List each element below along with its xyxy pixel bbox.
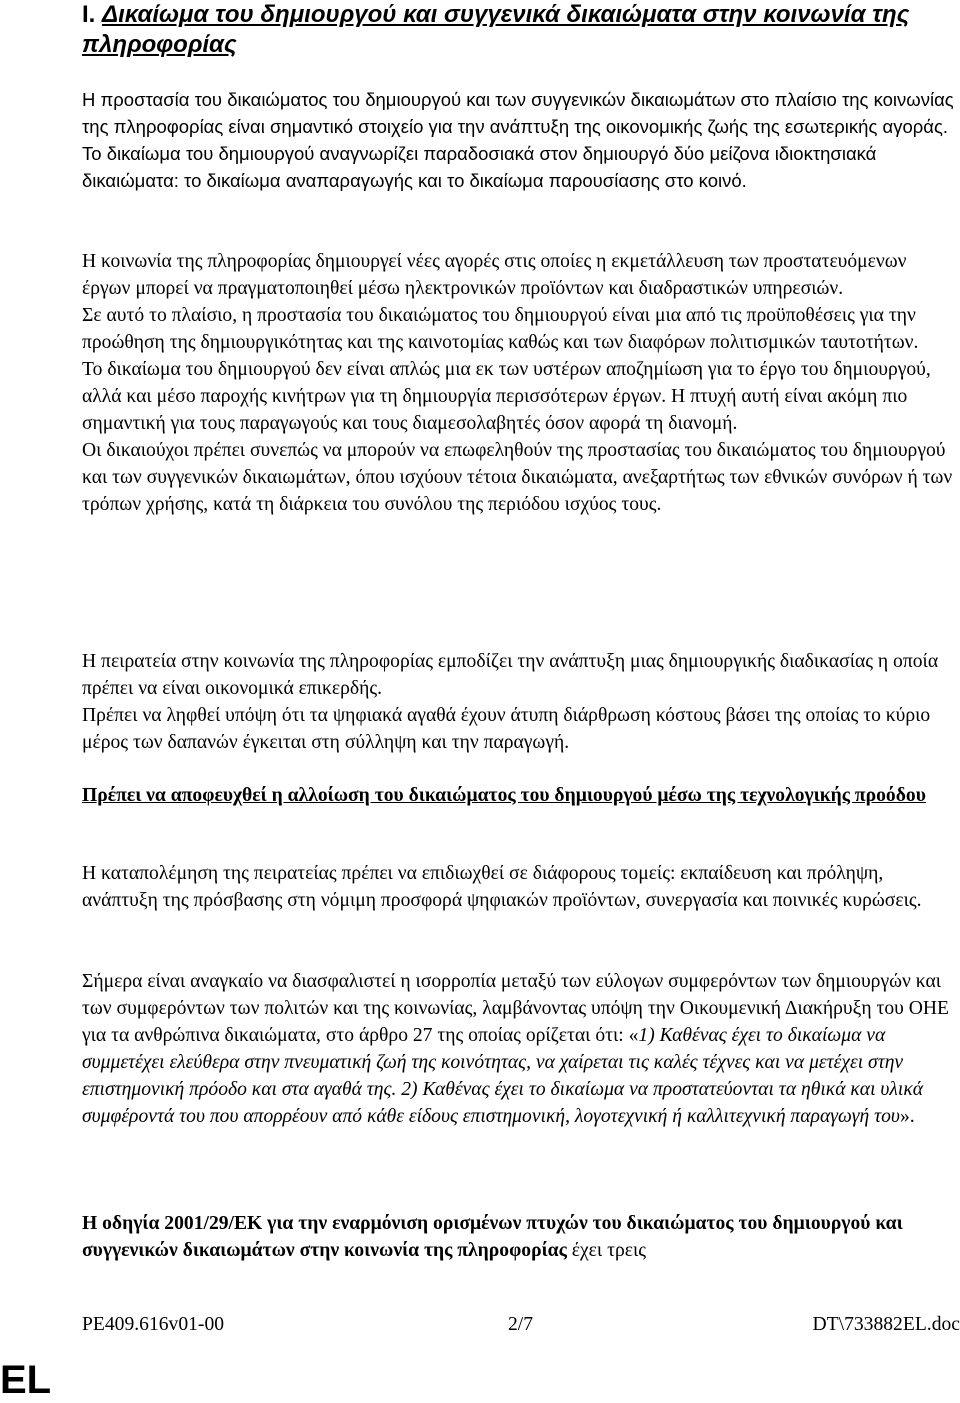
body-paragraph: Το δικαίωμα του δημιουργού δεν είναι απλώς μια εκ των υστέρων αποζημίωση για το έργο του δημιουργού, αλλά και μέσο παροχής κινήτρων για τη δημιουργία περισσότερων έργων. Η πτυχή αυτή είναι ακόμη πιο σημαντική για τους παραγωγούς και τους διαμεσολαβητές όσον αφορά τη διανομή. — [82, 359, 931, 434]
footer-file-name: DT\733882EL.doc — [812, 1314, 960, 1335]
fight-section — [82, 860, 958, 914]
balance-paragraph — [82, 968, 958, 1130]
piracy-paragraph: Πρέπει να ληφθεί υπόψη ότι τα ψηφιακά αγαθά έχουν άτυπη διάρθρωση κόστους βάσει της οποίας το κύριο μέρος των δαπανών έγκειται στη σύλληψη και την παραγωγή. — [82, 705, 931, 753]
body-paragraph: Η κοινωνία της πληροφορίας δημιουργεί νέες αγορές στις οποίες η εκμετάλλευση των προστατευόμενων έργων μπορεί να πραγματοποιηθεί μέσω ηλεκτρονικών προϊόντων και διαδραστικών υπηρεσιών. — [82, 251, 907, 299]
balance-lead: Σήμερα είναι αναγκαίο να διασφαλιστεί η ισορροπία μεταξύ των εύλογων συμφερόντων των δημιουργών και των συμφερόντων των πολιτών και της κοινωνίας, λαμβάνοντας υπόψη την Οικουμενική Διακήρυξη του ΟΗΕ για τα ανθρώπινα δικαιώματα, στο άρθρο 27 της οποίας ορίζεται ότι: « — [82, 971, 950, 1046]
page-footer — [82, 1311, 960, 1339]
body-paragraph: Οι δικαιούχοι πρέπει συνεπώς να μπορούν να επωφεληθούν της προστασίας του δικαιώματος του δημιουργού και των συγγενικών δικαιωμάτων, όπου ισχύουν τέτοια δικαιώματα, ανεξαρτήτως των εθνικών συνόρων ή των τρόπων χρήσης, κατά τη διάρκεια του συνόλου της περιόδου ισχύος τους. — [82, 440, 953, 515]
language-code: EL — [0, 1358, 52, 1402]
intro-paragraph: Η προστασία του δικαιώματος του δημιουργού και των συγγενικών δικαιωμάτων στο πλαίσιο της κοινωνίας της πληροφορίας είναι σημαντικό στοιχείο για την ανάπτυξη της οικονομικής ζωής της εσωτερικής αγοράς. — [82, 89, 954, 137]
intro-section — [82, 86, 954, 194]
article-27-quote: 1) Καθένας έχει το δικαίωμα να συμμετέχει ελεύθερα στην πνευματική ζωή της κοινότητας, να χαίρεται τις καλές τέχνες και να μετέχει στην επιστημονική πρόοδο και στα αγαθά της. 2) Καθένας έχει το δικαίωμα να προστατεύονται τα ηθικά και υλικά συμφέροντά του που απορρέουν από κάθε είδους επιστημονική, λογοτεχνική ή καλλιτεχνική παραγωγή του — [82, 1025, 924, 1127]
body-section — [82, 248, 958, 518]
footer-doc-ref: PE409.616v01-00 — [82, 1314, 225, 1335]
title-number: I. — [82, 1, 96, 28]
directive-rest: έχει τρεις — [566, 1240, 646, 1261]
page-title — [82, 0, 952, 60]
footer-page-number: 2/7 — [508, 1314, 534, 1335]
directive-paragraph — [82, 1210, 958, 1264]
balance-tail: ». — [899, 1106, 915, 1127]
piracy-section — [82, 648, 958, 756]
section-heading: Πρέπει να αποφευχθεί η αλλοίωση του δικαιώματος του δημιουργού μέσω της τεχνολογικής προόδου — [82, 785, 926, 806]
body-paragraph: Σε αυτό το πλαίσιο, η προστασία του δικαιώματος του δημιουργού είναι μια από τις προϋποθέσεις για την προώθηση της δημιουργικότητας και της καινοτομίας καθώς και των διαφόρων πολιτισμικών ταυτοτήτων. — [82, 305, 919, 353]
balance-section — [82, 968, 958, 1130]
title-text: Δικαίωμα του δημιουργού και συγγενικά δικαιώματα στην κοινωνία της πληροφορίας — [82, 1, 910, 58]
directive-section — [82, 1210, 958, 1264]
fight-paragraph: Η καταπολέμηση της πειρατείας πρέπει να επιδιωχθεί σε διάφορους τομείς: εκπαίδευση και πρόληψη, ανάπτυξη της πρόσβασης στη νόμιμη προσφορά ψηφιακών προϊόντων, συνεργασία και ποινικές κυρώσεις. — [82, 863, 922, 911]
intro-paragraph: Το δικαίωμα του δημιουργού αναγνωρίζει παραδοσιακά στον δημιουργό δύο μείζονα ιδιοκτησιακά δικαιώματα: το δικαίωμα αναπαραγωγής και το δικαίωμα παρουσίασης στο κοινό. — [82, 143, 877, 191]
piracy-paragraph: Η πειρατεία στην κοινωνία της πληροφορίας εμποδίζει την ανάπτυξη μιας δημιουργικής διαδικασίας η οποία πρέπει να είναι οικονομικά επικερδής. — [82, 651, 939, 699]
directive-title: Η οδηγία 2001/29/ΕΚ για την εναρμόνιση ορισμένων πτυχών του δικαιώματος του δημιουργού και συγγενικών δικαιωμάτων στην κοινωνία της πληροφορίας — [82, 1213, 903, 1261]
